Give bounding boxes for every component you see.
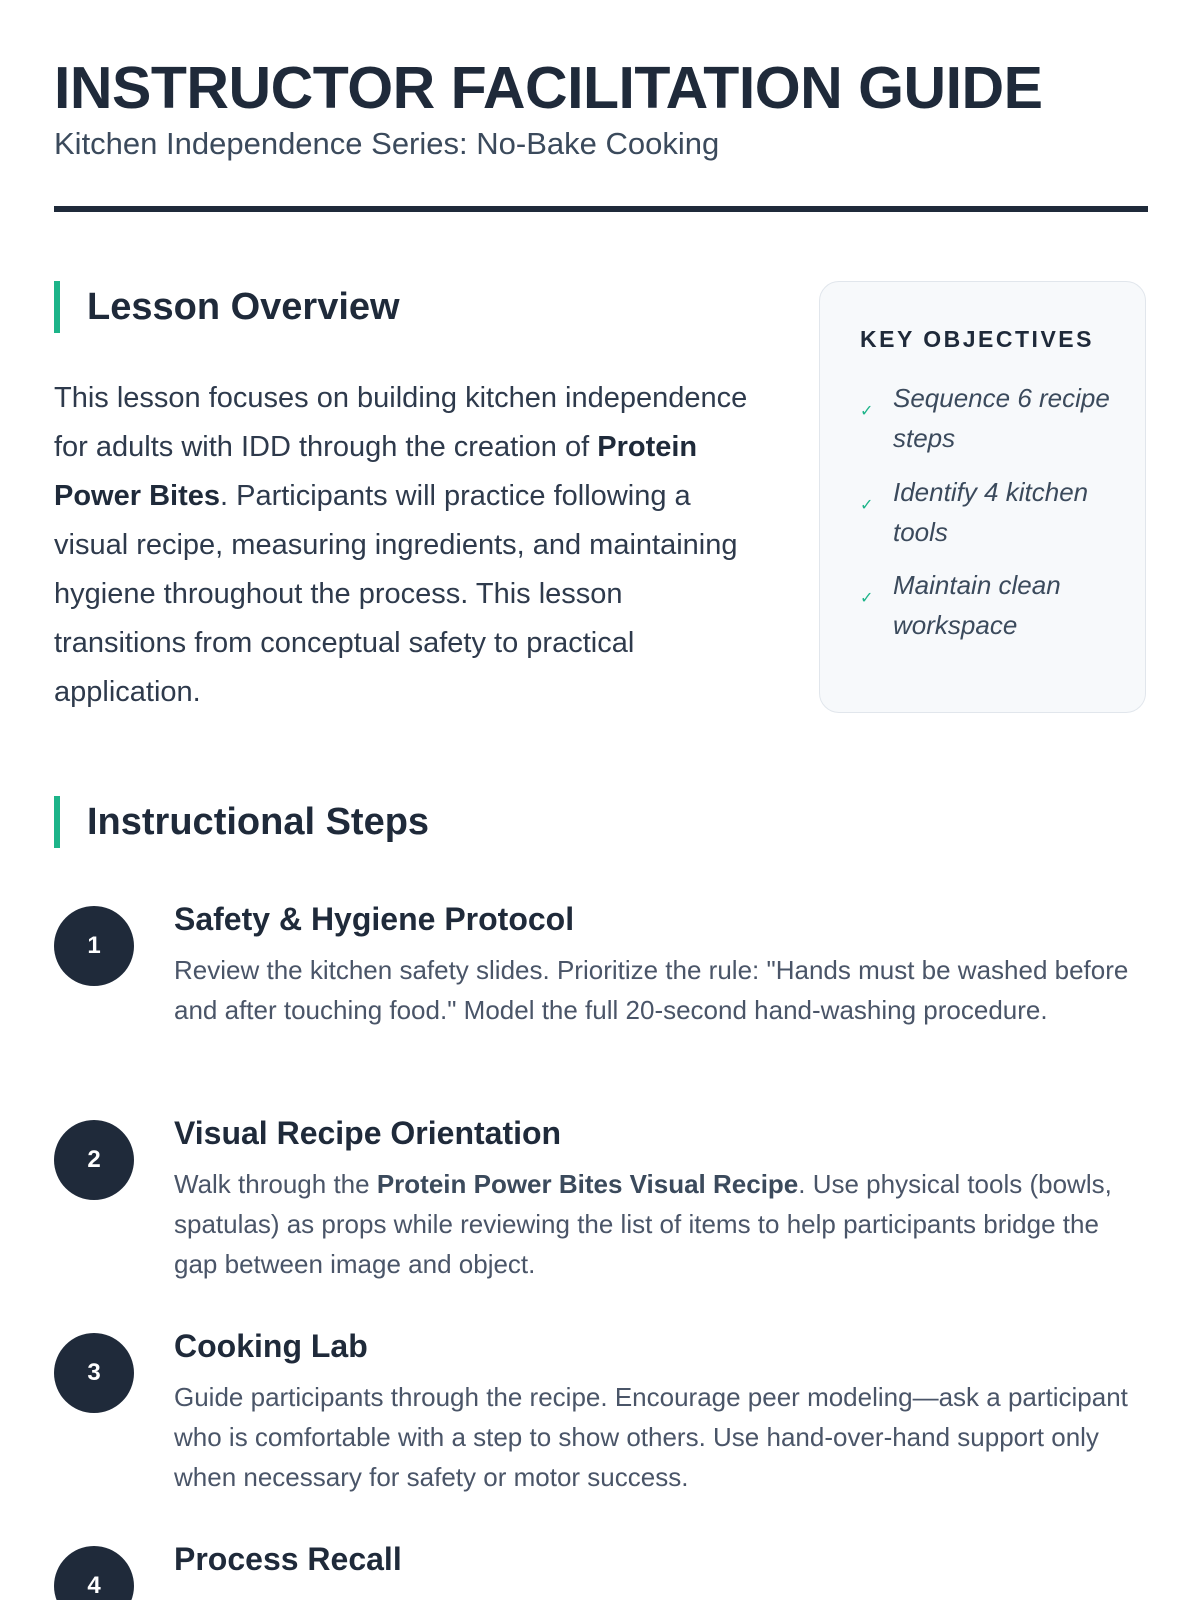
instructional-steps-heading (54, 796, 429, 848)
step-title: Cooking Lab (174, 1328, 368, 1364)
step-description-bold: Protein Power Bites Visual Recipe (376, 1169, 799, 1199)
step-number-badge: 3 (54, 1333, 134, 1413)
step-description (174, 950, 1144, 1030)
step-description-text-rest: . Use physical tools (bowls, spatulas) as props while reviewing the list of items to help participants bridge the gap between image and object. (174, 1169, 1112, 1279)
section-accent-bar (54, 796, 60, 848)
objective-text: Maintain clean workspace (893, 570, 1061, 640)
step-number-badge: 2 (54, 1120, 134, 1200)
title-divider (54, 206, 1148, 212)
check-icon: ✓ (860, 590, 874, 607)
step-description-text: Guide participants through the recipe. Encourage peer modeling—ask a participant who is comfortable with a step to show others. Use hand-over-hand support only when necessary for safety or motor success. (174, 1382, 1128, 1492)
lesson-overview-heading-text: Lesson Overview (87, 286, 400, 328)
step-title: Process Recall (174, 1541, 402, 1577)
check-icon: ✓ (860, 403, 874, 420)
objective-text: Identify 4 kitchen tools (893, 477, 1089, 547)
overview-text-intro: This lesson focuses on building kitchen independence for adults with IDD through the creation of (54, 382, 748, 463)
overview-recipe-name: Protein Power Bites (54, 431, 698, 512)
step-description-text: Walk through the (174, 1169, 377, 1199)
check-icon: ✓ (860, 497, 874, 514)
page-title: INSTRUCTOR FACILITATION GUIDE (54, 55, 1043, 121)
facilitation-guide-page (54, 0, 1148, 1600)
step-description (174, 1377, 1144, 1497)
step-description-text: Review the kitchen safety slides. Prioritize the rule: "Hands must be washed before and after touching food." Model the full 20-second hand-washing procedure. (174, 955, 1129, 1025)
step-description (174, 1164, 1144, 1284)
objective-text: Sequence 6 recipe steps (893, 383, 1110, 453)
overview-text-rest: . Participants will practice following a visual recipe, measuring ingredients, and maintaining hygiene throughout the process. This lesson transitions from conceptual safety to practical application. (54, 480, 738, 708)
step-number-badge: 4 (54, 1546, 134, 1600)
key-objectives-panel (819, 281, 1146, 713)
lesson-overview-heading (54, 281, 400, 333)
section-accent-bar (54, 281, 60, 333)
page-subtitle: Kitchen Independence Series: No-Bake Cooking (54, 126, 720, 161)
step-number-badge: 1 (54, 906, 134, 986)
step-title: Visual Recipe Orientation (174, 1115, 562, 1151)
step-title: Safety & Hygiene Protocol (174, 901, 575, 937)
lesson-overview-text (54, 374, 754, 717)
key-objectives-title: KEY OBJECTIVES (860, 326, 1094, 352)
instructional-steps-heading-text: Instructional Steps (87, 801, 430, 843)
